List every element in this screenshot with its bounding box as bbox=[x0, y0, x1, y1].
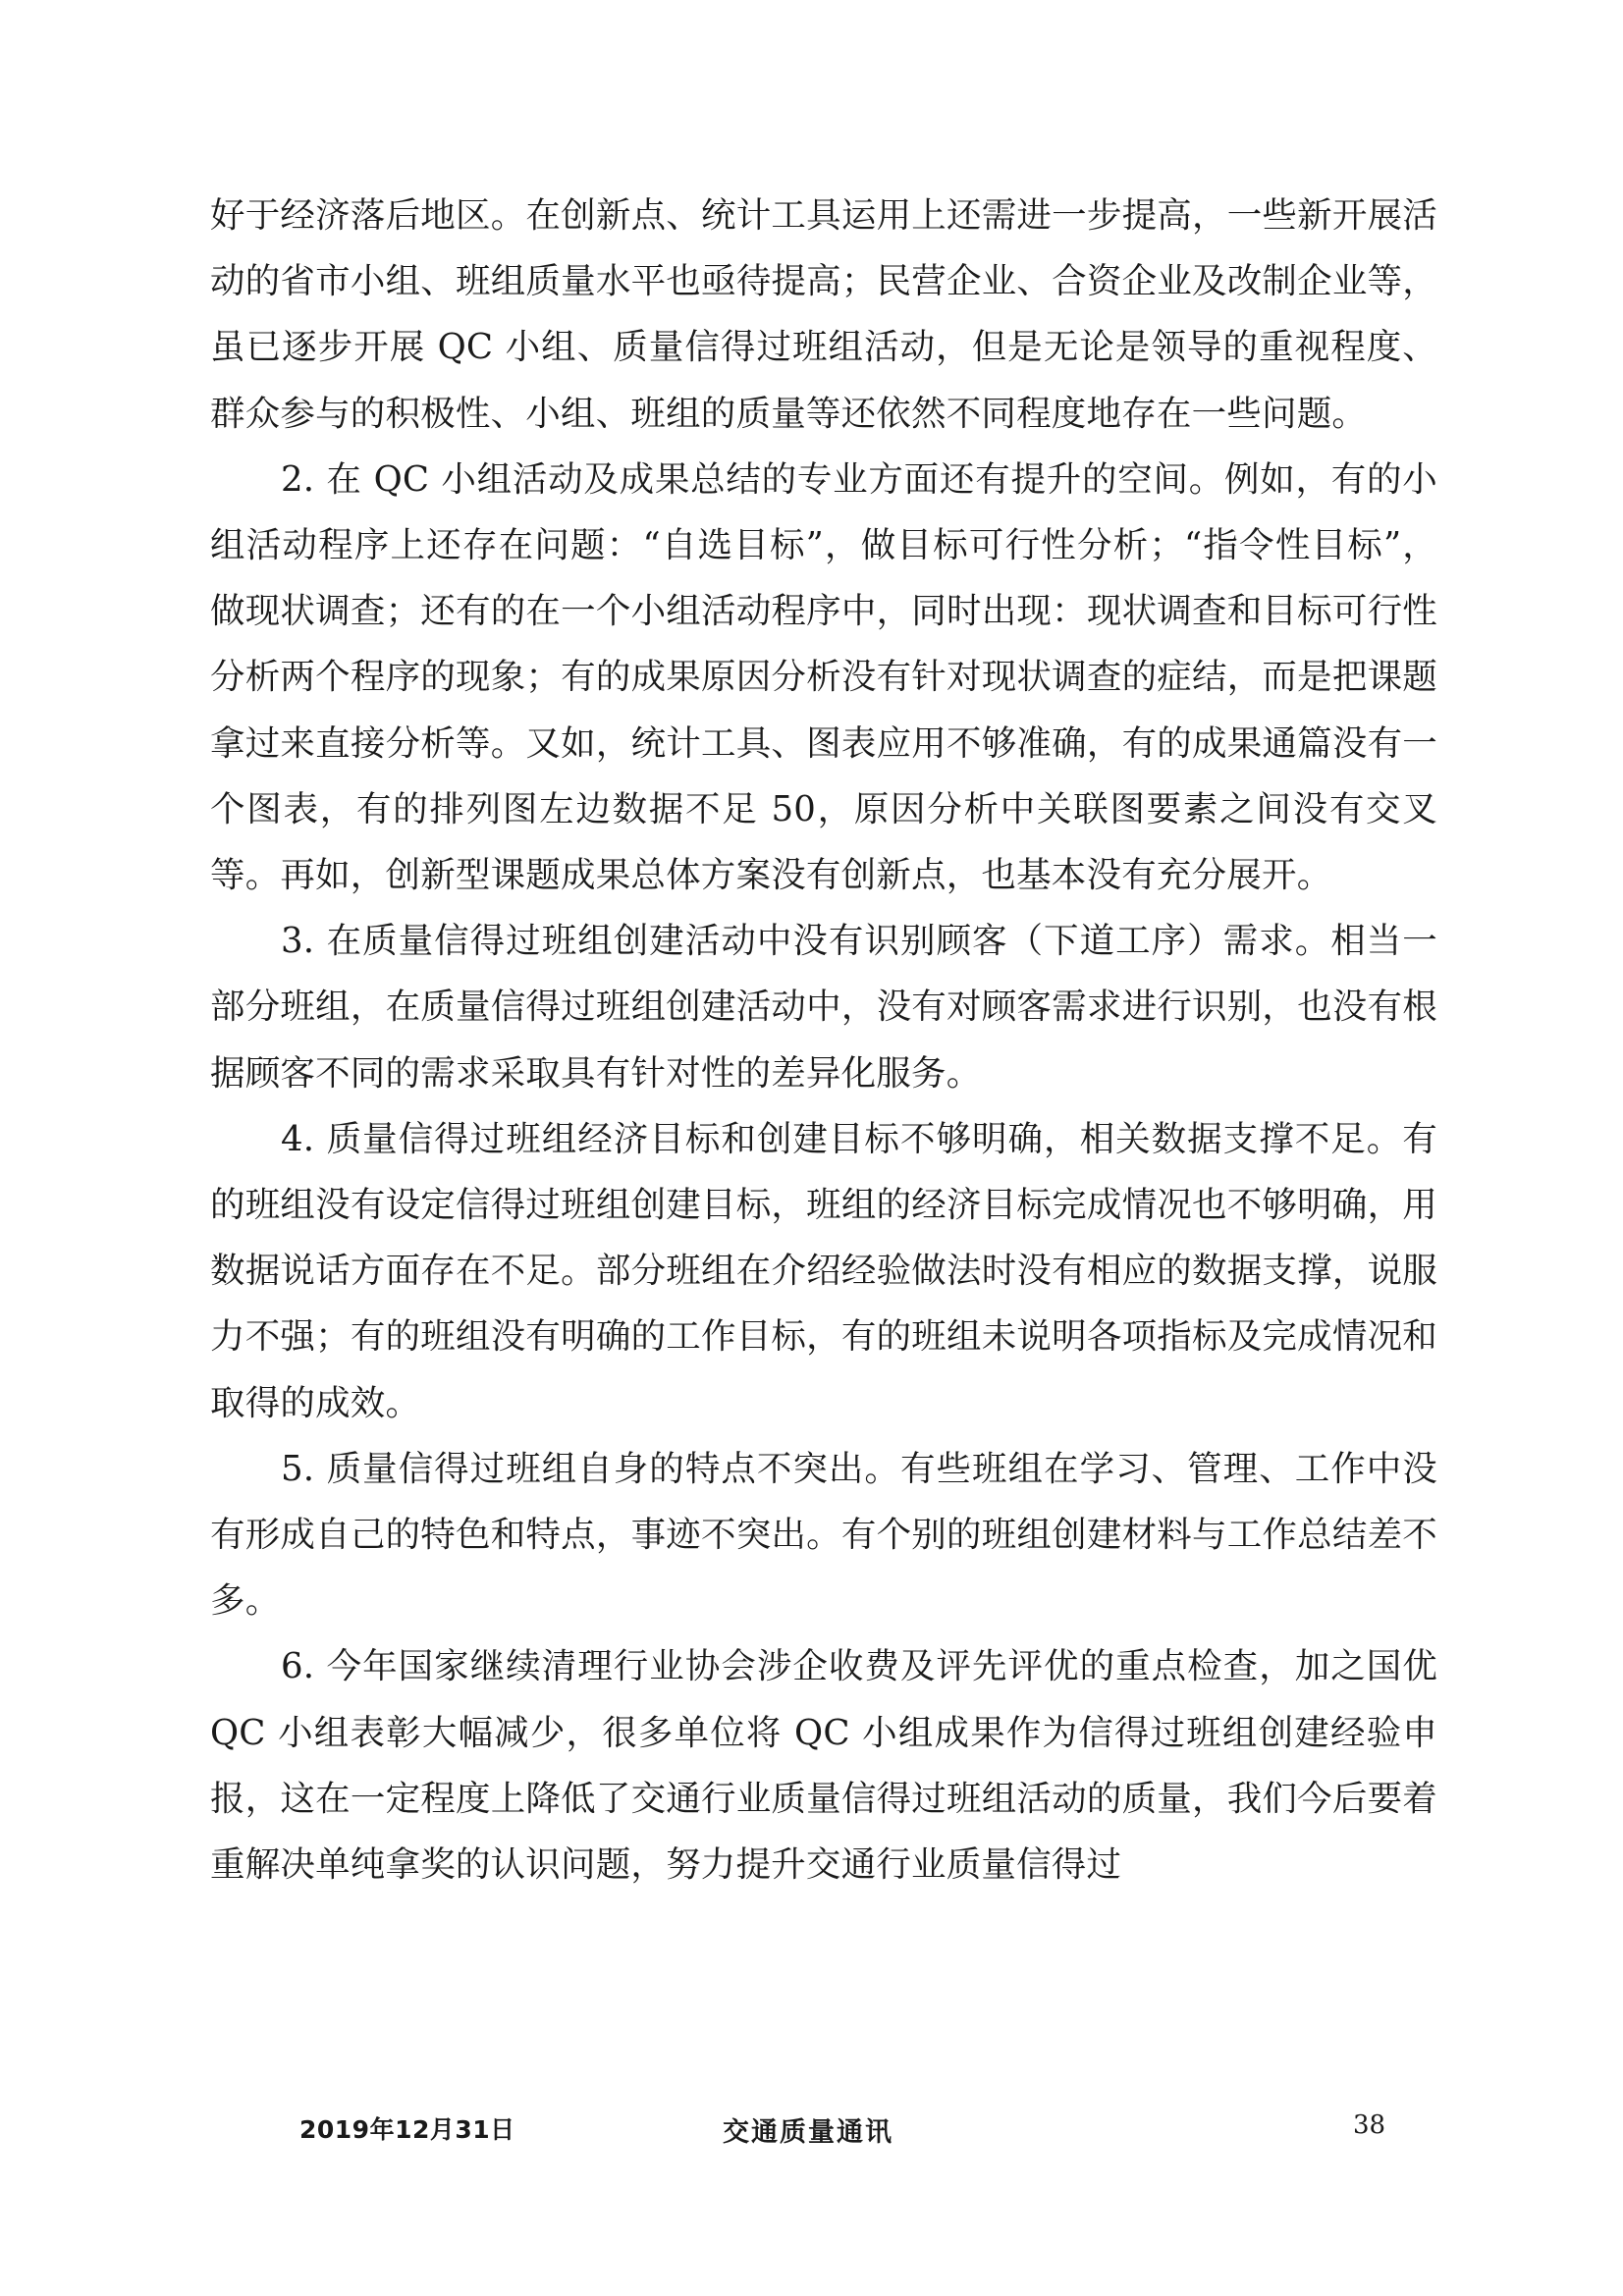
paragraph-item-6: 6. 今年国家继续清理行业协会涉企收费及评先评优的重点检查，加之国优 QC 小组表彰大幅减少，很多单位将 QC 小组成果作为信得过班组创建经验申报，这在一定程度上降低了交通行业质量信得过班组活动的质量，我们今后要着重解决单纯拿奖的认识问题，努力提升交通行业质量信得过 bbox=[210, 1646, 1437, 1886]
paragraph-item-4: 4. 质量信得过班组经济目标和创建目标不够明确，相关数据支撑不足。有的班组没有设定信得过班组创建目标，班组的经济目标完成情况也不够明确，用数据说话方面存在不足。部分班组在介绍经验做法时没有相应的数据支撑，说服力不强；有的班组没有明确的工作目标，有的班组未说明各项指标及完成情况和取得的成效。 bbox=[210, 1118, 1437, 1423]
paragraph-item-5: 5. 质量信得过班组自身的特点不突出。有些班组在学习、管理、工作中没有形成自己的特色和特点，事迹不突出。有个别的班组创建材料与工作总结差不多。 bbox=[210, 1448, 1437, 1622]
footer-date: 2019年12月31日 bbox=[299, 2115, 515, 2144]
footer-publication-title: 交通质量通讯 bbox=[723, 2117, 893, 2148]
page-footer bbox=[0, 2110, 1623, 2160]
paragraph-item-2: 2. 在 QC 小组活动及成果总结的专业方面还有提升的空间。例如，有的小组活动程序上还存在问题：“自选目标”，做目标可行性分析；“指令性目标”，做现状调查；还有的在一个小组活动程序中，同时出现：现状调查和目标可行性分析两个程序的现象；有的成果原因分析没有针对现状调查的症结，而是把课题拿过来直接分析等。又如，统计工具、图表应用不够准确，有的成果通篇没有一个图表，有的排列图左边数据不足 50，原因分析中关联图要素之间没有交叉等。再如，创新型课题成果总体方案没有创新点，也基本没有充分展开。 bbox=[210, 458, 1437, 896]
body-text bbox=[210, 183, 1437, 1897]
page-number: 38 bbox=[1353, 2110, 1386, 2140]
paragraph-item-3: 3. 在质量信得过班组创建活动中没有识别顾客（下道工序）需求。相当一部分班组，在质量信得过班组创建活动中，没有对顾客需求进行识别，也没有根据顾客不同的需求采取具有针对性的差异化服务。 bbox=[210, 921, 1437, 1094]
paragraph-continued: 好于经济落后地区。在创新点、统计工具运用上还需进一步提高，一些新开展活动的省市小组、班组质量水平也亟待提高；民营企业、合资企业及改制企业等，虽已逐步开展 QC 小组、质量信得过班组活动，但是无论是领导的重视程度、群众参与的积极性、小组、班组的质量等还依然不同程度地存在一些问题。 bbox=[210, 195, 1437, 434]
